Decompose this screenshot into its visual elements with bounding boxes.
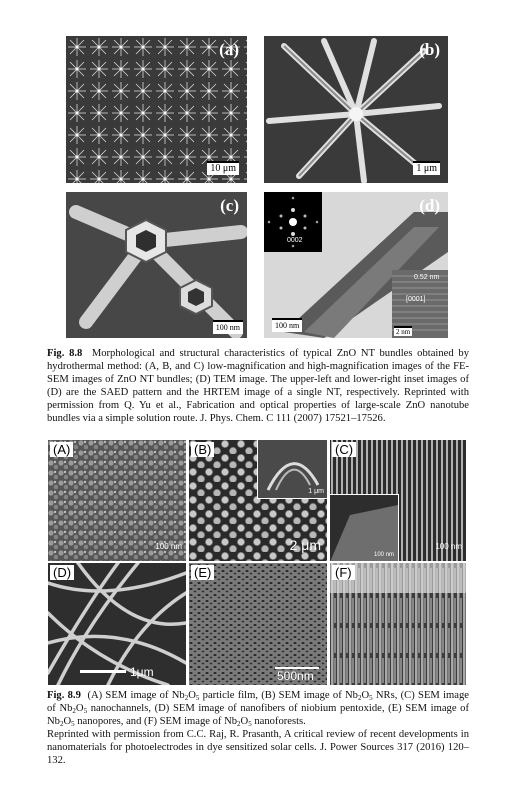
panel-A-label: (A) [50,442,73,457]
panel-B-inset [257,440,327,499]
figure-8-8-caption [47,347,469,425]
panel-A-sem-image [48,440,186,561]
panel-E-label: (E) [191,565,214,580]
subscript: 2 [237,720,241,728]
panel-c-sem-image [66,192,247,338]
panel-C-scale-bar: 100 nm [435,542,462,551]
panel-D-label: (D) [50,565,74,580]
panel-D-scale-line [80,670,126,673]
subscript: 5 [71,720,75,728]
caption-text: O [361,690,370,701]
panel-C-sem-image [330,440,466,561]
caption-text: nanoforests. [251,716,306,727]
panel-C-inset-scale: 100 nm [373,552,394,558]
caption-text: particle film, (B) SEM image of Nb [199,690,358,701]
figure-8-9-caption [47,689,469,767]
caption-text: nanochannels, (D) SEM image of nanofibers of niobium pentoxide, (E) SEM image of Nb [47,703,469,727]
caption-text: NRs, (C) SEM image of Nb [47,690,469,714]
panel-B-inset-scale: 1 μm [308,488,324,495]
panel-F-sem-image [330,563,466,685]
subscript: 2 [184,694,189,702]
panel-B-sem-image [189,440,327,561]
panel-b-sem-image [264,36,448,183]
figure-8-8-caption-text: Morphological and structural characteristics of typical ZnO NT bundles obtained by hydrothermal method: (A, B, and C) low-magnification and high-magnification images of the FE-SEM images of ZnO NT bundles; (D) TEM image. The upper-left and lower-right inset images of (D) are the SAED pattern and the HRTEM image of a single NT, respectively. [47,348,469,398]
saed-pattern-inset [264,192,322,252]
subscript: 2 [72,707,76,715]
panel-d-label: (d) [419,196,440,215]
subscript: 5 [83,707,88,715]
caption-text: (A) SEM image of Nb [87,690,185,701]
panel-B-scale-bar: 2 μm [289,537,321,553]
panel-C-inset [330,494,399,561]
subscript: 5 [248,720,252,728]
panel-B-label: (B) [191,442,214,457]
panel-A-scale-bar: 100 nm [155,542,182,551]
figure-8-8-number: Fig. 8.8 [47,348,83,359]
panel-a-label: (a) [219,40,239,59]
hrtem-inset [392,270,448,338]
panel-c-scale-bar: 100 nm [213,320,243,334]
subscript: 5 [369,694,373,702]
panel-a-scale-bar: 10 μm [207,161,239,175]
caption-text: O [188,690,196,701]
caption-text: O [63,716,72,727]
panel-c-label: (c) [220,196,239,215]
panel-a-sem-image [66,36,247,183]
hrtem-direction-label: [0001] [406,296,426,303]
subscript: 5 [195,694,200,702]
figure-8-9-number: Fig. 8.9 [47,690,81,701]
panel-E-sem-image [189,563,327,685]
panel-C-label: (C) [332,442,356,457]
caption-text: nanopores, and (F) SEM image of Nb [74,716,238,727]
subscript: 2 [59,720,64,728]
panel-d-scale-bar: 100 nm [272,318,302,332]
subscript: 2 [357,694,362,702]
saed-index-label: 0002 [287,237,303,244]
hrtem-scale-bar: 2 nm [396,328,411,336]
panel-E-scale-bar: 500nm [277,669,314,683]
caption-text: O [75,703,84,714]
panel-D-scale-bar: 1μm [130,665,154,679]
panel-b-scale-bar: 1 μm [413,161,440,175]
figure-8-9-credit: Reprinted with permission from C.C. Raj, R. Prasanth, A critical review of recent developments in nanomaterials for photoelectrodes in dye sensitized solar cells. J. Power Sources 317 (2016) 120–132. [47,729,469,766]
hrtem-spacing-label: 0.52 nm [414,274,440,281]
nanoforest-image [330,563,466,685]
panel-F-label: (F) [332,565,355,580]
caption-text: O [240,716,249,727]
nanofibers-image [48,563,186,685]
panel-D-sem-image [48,563,186,685]
figure-8-8-credit: Reprinted with permission from Q. Yu et al., Fabrication and optical properties of large-scale ZnO nanotube bundles via a simple solution route. J. Phys. Chem. C 111 (2007) 17521–17526. [47,387,470,424]
panel-b-label: (b) [419,40,440,59]
panel-d-tem-image [264,192,448,338]
